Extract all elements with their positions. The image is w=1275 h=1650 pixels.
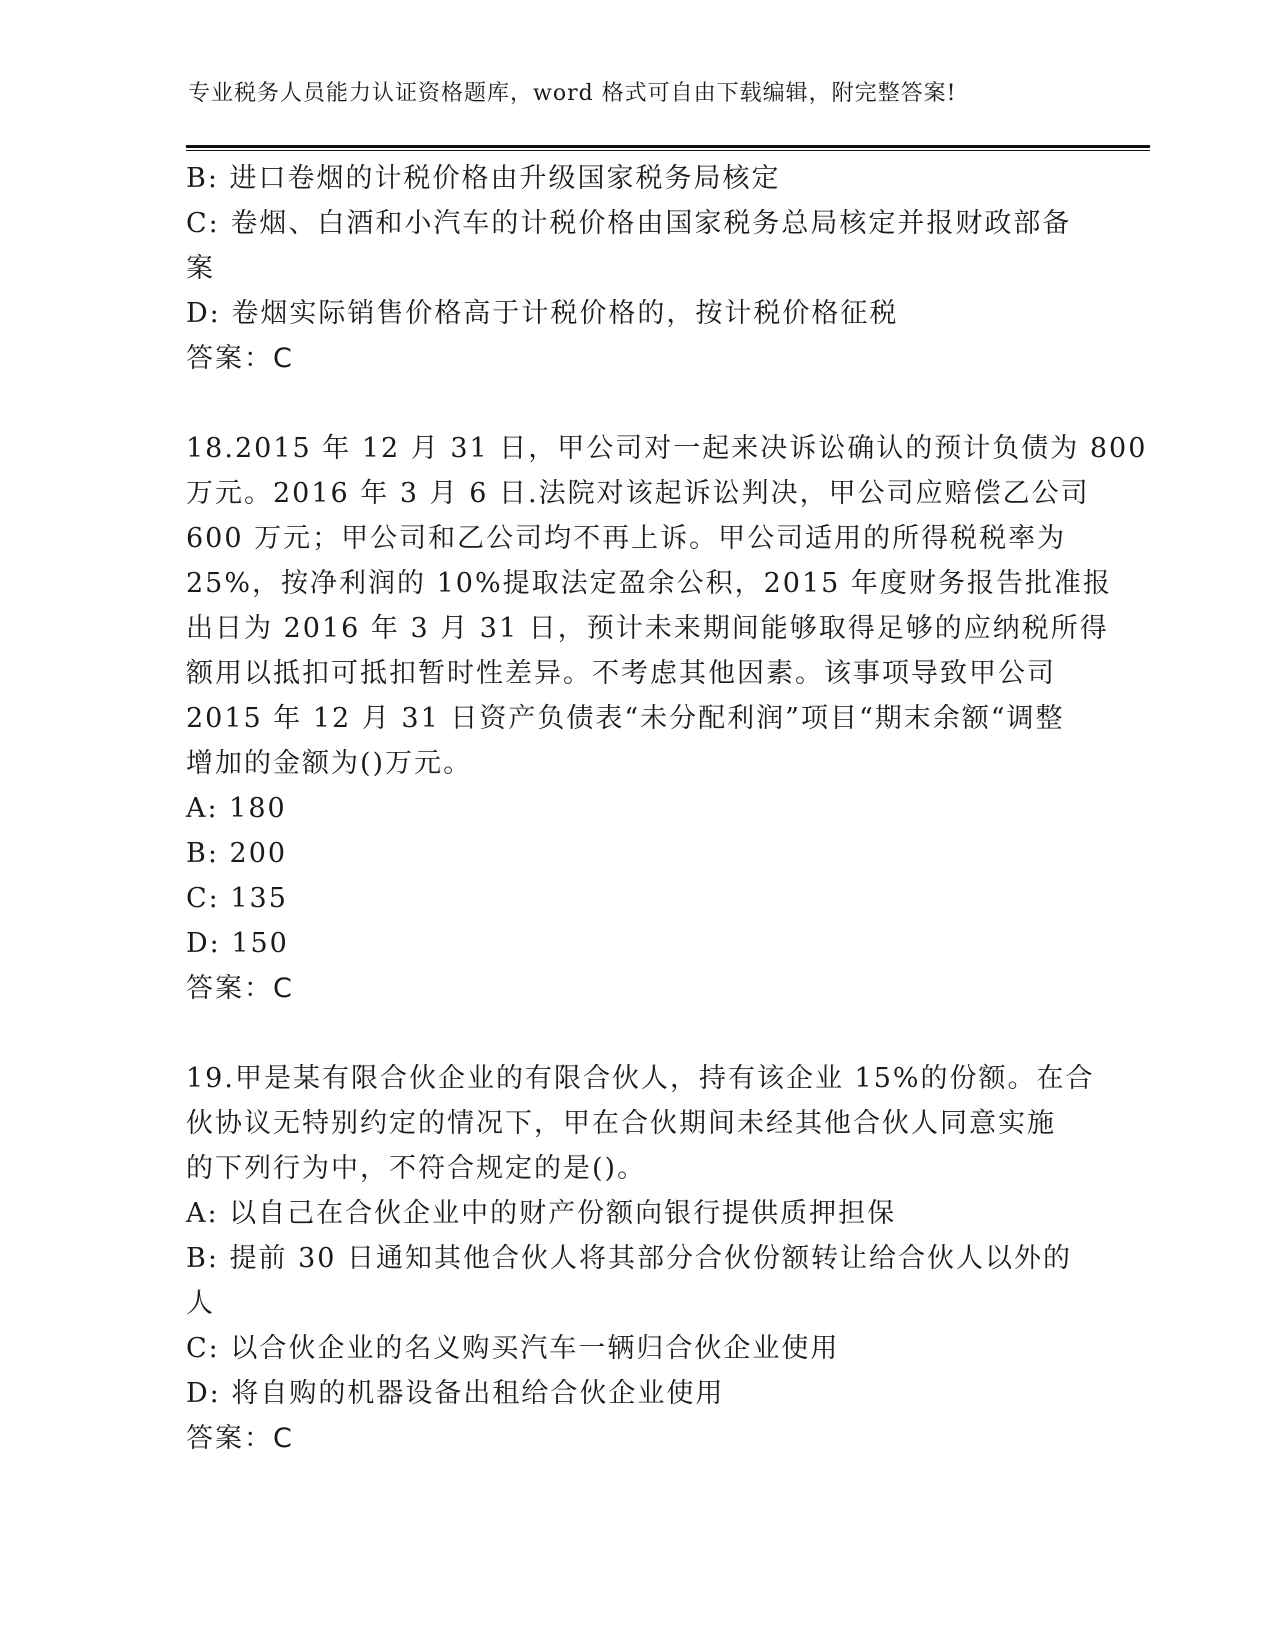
- option-c: C: 以合伙企业的名义购买汽车一辆归合伙企业使用: [186, 1333, 840, 1364]
- option-d: D: 150: [186, 928, 289, 959]
- spacer: [186, 381, 1076, 426]
- answer: 答案：C: [186, 343, 294, 374]
- question-stem-line: 的下列行为中，不符合规定的是()。: [186, 1153, 647, 1184]
- question-stem-line: 19.甲是某有限合伙企业的有限合伙人，持有该企业 15%的份额。在合: [186, 1063, 1095, 1094]
- option-a: A: 180: [186, 793, 287, 824]
- question-stem-line: 伙协议无特别约定的情况下，甲在合伙期间未经其他合伙人同意实施: [186, 1108, 1056, 1139]
- question-stem-line: 出日为 2016 年 3 月 31 日，预计未来期间能够取得足够的应纳税所得: [186, 613, 1109, 644]
- spacer: [186, 1011, 1076, 1056]
- answer: 答案：C: [186, 1423, 294, 1454]
- question-stem-line: 额用以抵扣可抵扣暂时性差异。不考虑其他因素。该事项导致甲公司: [186, 658, 1056, 689]
- option-b: B: 200: [186, 838, 288, 869]
- option-d: D: 将自购的机器设备出租给合伙企业使用: [186, 1378, 725, 1409]
- option-b-line-1: B: 提前 30 日通知其他合伙人将其部分合伙份额转让给合伙人以外的: [186, 1243, 1073, 1274]
- question-stem-line: 18.2015 年 12 月 31 日，甲公司对一起来决诉讼确认的预计负债为 800: [186, 433, 1148, 464]
- header-divider: [186, 145, 1150, 151]
- option-c-line-2: 案: [186, 253, 215, 284]
- question-17-tail: [186, 156, 1076, 381]
- option-c: C: 135: [186, 883, 288, 914]
- question-stem-line: 增加的金额为()万元。: [186, 748, 473, 779]
- option-b-line-2: 人: [186, 1288, 215, 1319]
- document-body: [186, 156, 1148, 1461]
- option-c-line-1: C: 卷烟、白酒和小汽车的计税价格由国家税务总局核定并报财政部备: [186, 208, 1072, 239]
- question-stem-line: 2015 年 12 月 31 日资产负债表“未分配利润”项目“期末余额“调整: [186, 703, 1065, 734]
- option-a: A: 以自己在合伙企业中的财产份额向银行提供质押担保: [186, 1198, 897, 1229]
- question-stem-line: 万元。2016 年 3 月 6 日.法院对该起诉讼判决，甲公司应赔偿乙公司: [186, 478, 1090, 509]
- question-19: [186, 1056, 1095, 1461]
- question-stem-line: 25%，按净利润的 10%提取法定盈余公积，2015 年度财务报告批准报: [186, 568, 1112, 599]
- question-18: [186, 426, 1148, 1011]
- option-b: B: 进口卷烟的计税价格由升级国家税务局核定: [186, 163, 781, 194]
- answer: 答案：C: [186, 973, 294, 1004]
- page-header-title: 专业税务人员能力认证资格题库，word 格式可自由下载编辑，附完整答案!: [188, 81, 957, 106]
- option-d: D: 卷烟实际销售价格高于计税价格的，按计税价格征税: [186, 298, 899, 329]
- question-stem-line: 600 万元；甲公司和乙公司均不再上诉。甲公司适用的所得税税率为: [186, 523, 1067, 554]
